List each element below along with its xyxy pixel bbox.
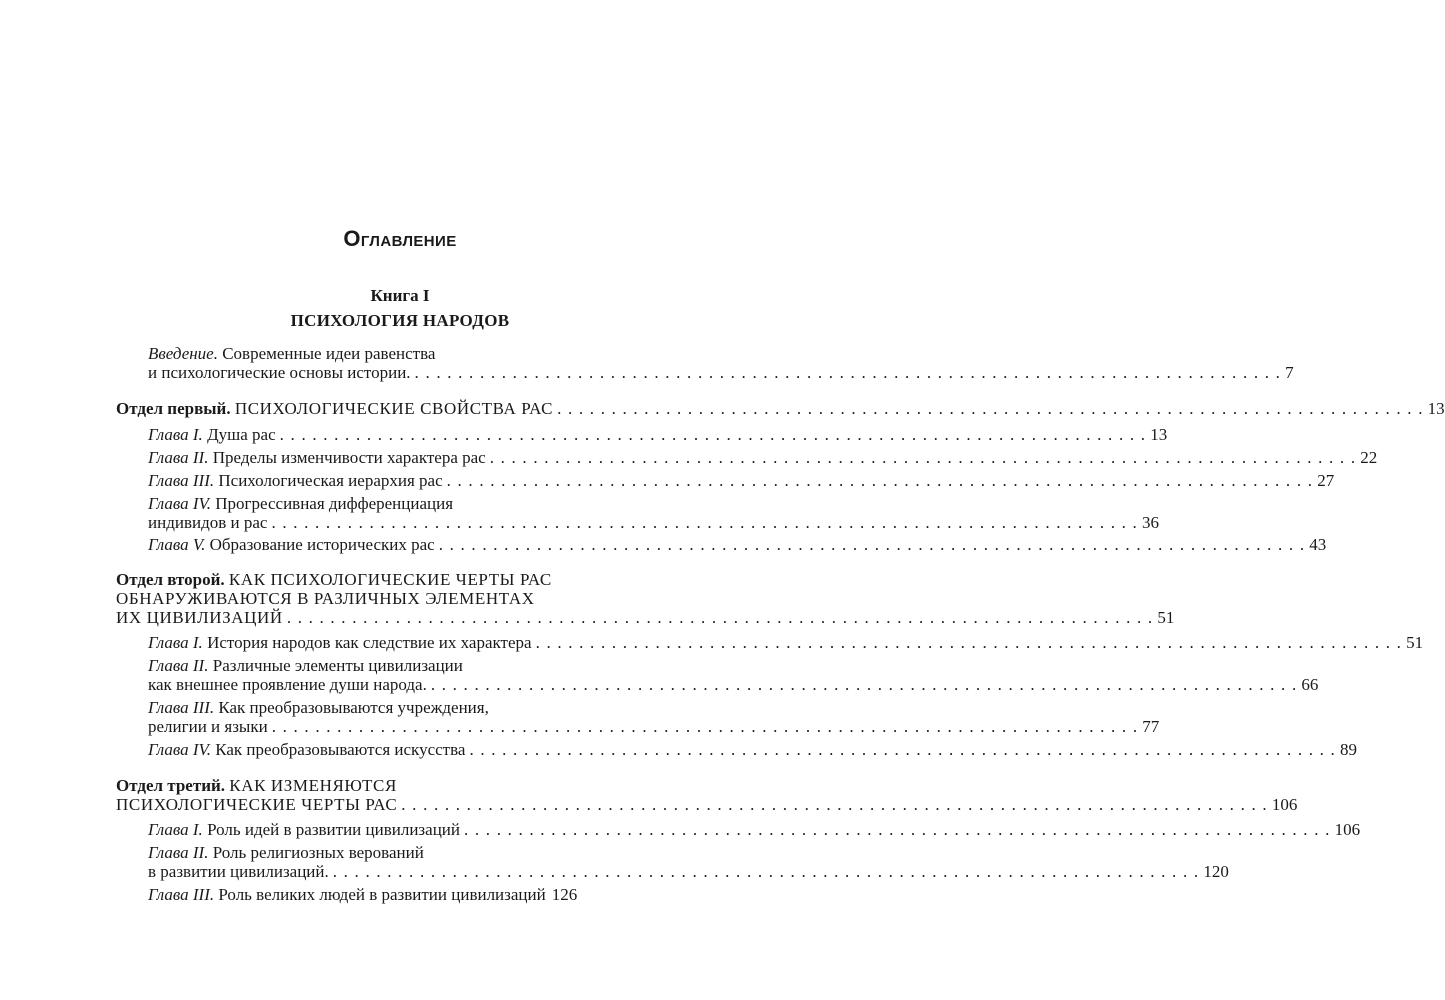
chapter-label: Глава I. bbox=[148, 633, 203, 652]
intro-title-line-2: и психологические основы истории. bbox=[148, 363, 411, 382]
chapter-label: Глава IV. bbox=[148, 740, 212, 759]
chapter-title-line-2: индивидов и рас bbox=[148, 513, 268, 532]
dot-leader: . . . . . . . . . . . . . . . . . . . . . . . . . . . . . . . . . . . . . . . . . . . . . . . . . . . . . . . . . . . . . . . . . . . . . . . . . . . . . . . . bbox=[535, 633, 1403, 652]
page-number: 106 bbox=[1334, 820, 1361, 839]
chapter-title-line-2: в развитии цивилизаций. bbox=[148, 862, 329, 881]
chapter-title-line-1: Различные элементы цивилизации bbox=[212, 656, 463, 675]
book-label: Книга I bbox=[370, 286, 430, 305]
chapter-label: Глава II. bbox=[148, 843, 209, 862]
toc-chapter[interactable] bbox=[148, 448, 1378, 467]
page-number: 36 bbox=[1142, 513, 1159, 532]
dot-leader: . . . . . . . . . . . . . . . . . . . . . . . . . . . . . . . . . . . . . . . . . . . . . . . . . . . . . . . . . . . . . . . . . . . . . . . . . . . . . . . . bbox=[438, 535, 1306, 554]
chapter-title-line-1: Психологическая иерархия рас bbox=[218, 471, 443, 490]
toc-chapter[interactable] bbox=[148, 535, 1327, 554]
section-title-line-1: КАК ПСИХОЛОГИЧЕСКИЕ ЧЕРТЫ РАС bbox=[228, 570, 552, 589]
chapter-title-line-1: Как преобразовываются искусства bbox=[215, 740, 466, 759]
dot-leader: . . . . . . . . . . . . . . . . . . . . . . . . . . . . . . . . . . . . . . . . . . . . . . . . . . . . . . . . . . . . . . . . . . . . . . . . . . . . . . . . bbox=[489, 448, 1357, 467]
page-number: 13 bbox=[1150, 425, 1168, 444]
page-title: Оглавление bbox=[343, 226, 457, 251]
chapter-label: Глава III. bbox=[148, 885, 215, 904]
dot-leader: . . . . . . . . . . . . . . . . . . . . . . . . . . . . . . . . . . . . . . . . . . . . . . . . . . . . . . . . . . . . . . . . . . . . . . . . . . . . . . . . bbox=[469, 740, 1337, 759]
toc-chapter[interactable] bbox=[148, 656, 1319, 694]
chapter-title-line-1: Роль идей в развитии цивилизаций bbox=[207, 820, 460, 839]
toc-section-2[interactable] bbox=[116, 570, 1175, 627]
toc-chapter[interactable] bbox=[148, 471, 1335, 490]
page-number: 51 bbox=[1406, 633, 1424, 652]
section-title-line-2: ОБНАРУЖИВАЮТСЯ В РАЗЛИЧНЫХ ЭЛЕМЕНТАХ bbox=[116, 589, 535, 608]
chapter-label: Глава I. bbox=[148, 820, 203, 839]
chapter-label: Глава III. bbox=[148, 698, 215, 717]
chapter-label: Глава I. bbox=[148, 425, 203, 444]
section-title-line-3: ИХ ЦИВИЛИЗАЦИЙ bbox=[116, 608, 283, 627]
dot-leader: . . . . . . . . . . . . . . . . . . . . . . . . . . . . . . . . . . . . . . . . . . . . . . . . . . . . . . . . . . . . . . . . . . . . . . . . . . . . . . . . bbox=[279, 425, 1147, 444]
intro-title-line-1: Современные идеи равенства bbox=[222, 344, 436, 363]
chapter-label: Глава III. bbox=[148, 471, 215, 490]
page-number: 13 bbox=[1427, 399, 1445, 418]
chapter-title-line-2: как внешнее проявление души народа. bbox=[148, 675, 427, 694]
section-label: Отдел третий. bbox=[116, 776, 226, 795]
section-title-line-2: ПСИХОЛОГИЧЕСКИЕ ЧЕРТЫ РАС bbox=[116, 795, 398, 814]
section-title-line-1: КАК ИЗМЕНЯЮТСЯ bbox=[229, 776, 397, 795]
section-title-line-1: ПСИХОЛОГИЧЕСКИЕ СВОЙСТВА РАС bbox=[234, 399, 554, 418]
dot-leader: . . . . . . . . . . . . . . . . . . . . . . . . . . . . . . . . . . . . . . . . . . . . . . . . . . . . . . . . . . . . . . . . . . . . . . . . . . . . . . . . bbox=[271, 513, 1138, 532]
page-number: 89 bbox=[1340, 740, 1358, 759]
page-number: 22 bbox=[1360, 448, 1378, 467]
page-number: 77 bbox=[1142, 717, 1160, 736]
dot-leader: . . . . . . . . . . . . . . . . . . . . . . . . . . . . . . . . . . . . . . . . . . . . . . . . . . . . . . . . . . . . . . . . . . . . . . . . . . . . . . . . bbox=[401, 795, 1268, 814]
dot-leader: . . . . . . . . . . . . . . . . . . . . . . . . . . . . . . . . . . . . . . . . . . . . . . . . . . . . . . . . . . . . . . . . . . . . . . . . . . . . . . . . bbox=[414, 363, 1282, 382]
page-number: 27 bbox=[1317, 471, 1335, 490]
dot-leader: . . . . . . . . . . . . . . . . . . . . . . . . . . . . . . . . . . . . . . . . . . . . . . . . . . . . . . . . . . . . . . . . . . . . . . . . . . . . . . . . bbox=[332, 862, 1200, 881]
toc-chapter[interactable] bbox=[148, 494, 1159, 532]
chapter-title-line-1: Роль религиозных верований bbox=[212, 843, 424, 862]
dot-leader: . . . . . . . . . . . . . . . . . . . . . . . . . . . . . . . . . . . . . . . . . . . . . . . . . . . . . . . . . . . . . . . . . . . . . . . . . . . . . . . . bbox=[271, 717, 1139, 736]
toc-chapter[interactable] bbox=[148, 633, 1424, 652]
chapter-label: Глава IV. bbox=[148, 494, 212, 513]
toc-chapter[interactable] bbox=[148, 843, 1229, 881]
chapter-label: Глава II. bbox=[148, 656, 209, 675]
toc-chapter[interactable] bbox=[148, 885, 708, 904]
chapter-title-line-1: История народов как следствие их характера bbox=[207, 633, 532, 652]
chapter-title-line-1: Как преобразовываются учреждения, bbox=[218, 698, 489, 717]
book-title: ПСИХОЛОГИЯ НАРОДОВ bbox=[290, 311, 510, 330]
chapter-title-line-2: религии и языки bbox=[148, 717, 268, 736]
chapter-label: Глава II. bbox=[148, 448, 209, 467]
chapter-title-line-1: Душа рас bbox=[207, 425, 276, 444]
page-number: 126 bbox=[551, 885, 578, 904]
chapter-label: Глава V. bbox=[148, 535, 206, 554]
section-label: Отдел второй. bbox=[116, 570, 225, 589]
toc-chapter[interactable] bbox=[148, 740, 1358, 759]
page-number: 7 bbox=[1285, 363, 1294, 382]
intro-label: Введение. bbox=[148, 344, 218, 363]
dot-leader: . . . . . . . . . . . . . . . . . . . . . . . . . . . . . . . . . . . . . . . . . . . . . . . . . . . . . . . . . . . . . . . . . . . . . . . . . . . . . . . . bbox=[446, 471, 1314, 490]
toc-chapter[interactable] bbox=[148, 425, 1168, 444]
dot-leader: . . . . . . . . . . . . . . . . . . . . . . . . . . . . . . . . . . . . . . . . . . . . . . . . . . . . . . . . . . . . . . . . . . . . . . . . . . . . . . . . bbox=[557, 399, 1424, 418]
dot-leader: . . . . . . . . . . . . . . . . . . . . . . . . . . . . . . . . . . . . . . . . . . . . . . . . . . . . . . . . . . . . . . . . . . . . . . . . . . . . . . . . bbox=[286, 608, 1154, 627]
toc-chapter[interactable] bbox=[148, 698, 1160, 736]
page-number: 51 bbox=[1157, 608, 1175, 627]
toc-section-3[interactable] bbox=[116, 776, 1298, 814]
page-number: 66 bbox=[1301, 675, 1319, 694]
chapter-title-line-1: Роль великих людей в развитии цивилизаций bbox=[218, 885, 546, 904]
dot-leader: . . . . . . . . . . . . . . . . . . . . . . . . . . . . . . . . . . . . . . . . . . . . . . . . . . . . . . . . . . . . . . . . . . . . . . . . . . . . . . . . bbox=[464, 820, 1331, 839]
chapter-title-line-1: Прогрессивная дифференциация bbox=[215, 494, 454, 513]
page-number: 106 bbox=[1271, 795, 1298, 814]
toc-entry-intro[interactable] bbox=[148, 344, 1294, 382]
page-number: 43 bbox=[1309, 535, 1327, 554]
page-number: 120 bbox=[1203, 862, 1229, 881]
section-label: Отдел первый. bbox=[116, 399, 231, 418]
chapter-title-line-1: Образование исторических рас bbox=[209, 535, 435, 554]
toc-chapter[interactable] bbox=[148, 820, 1361, 839]
toc-section-1[interactable] bbox=[116, 399, 1445, 418]
chapter-title-line-1: Пределы изменчивости характера рас bbox=[212, 448, 486, 467]
dot-leader: . . . . . . . . . . . . . . . . . . . . . . . . . . . . . . . . . . . . . . . . . . . . . . . . . . . . . . . . . . . . . . . . . . . . . . . . . . . . . . . . bbox=[430, 675, 1298, 694]
